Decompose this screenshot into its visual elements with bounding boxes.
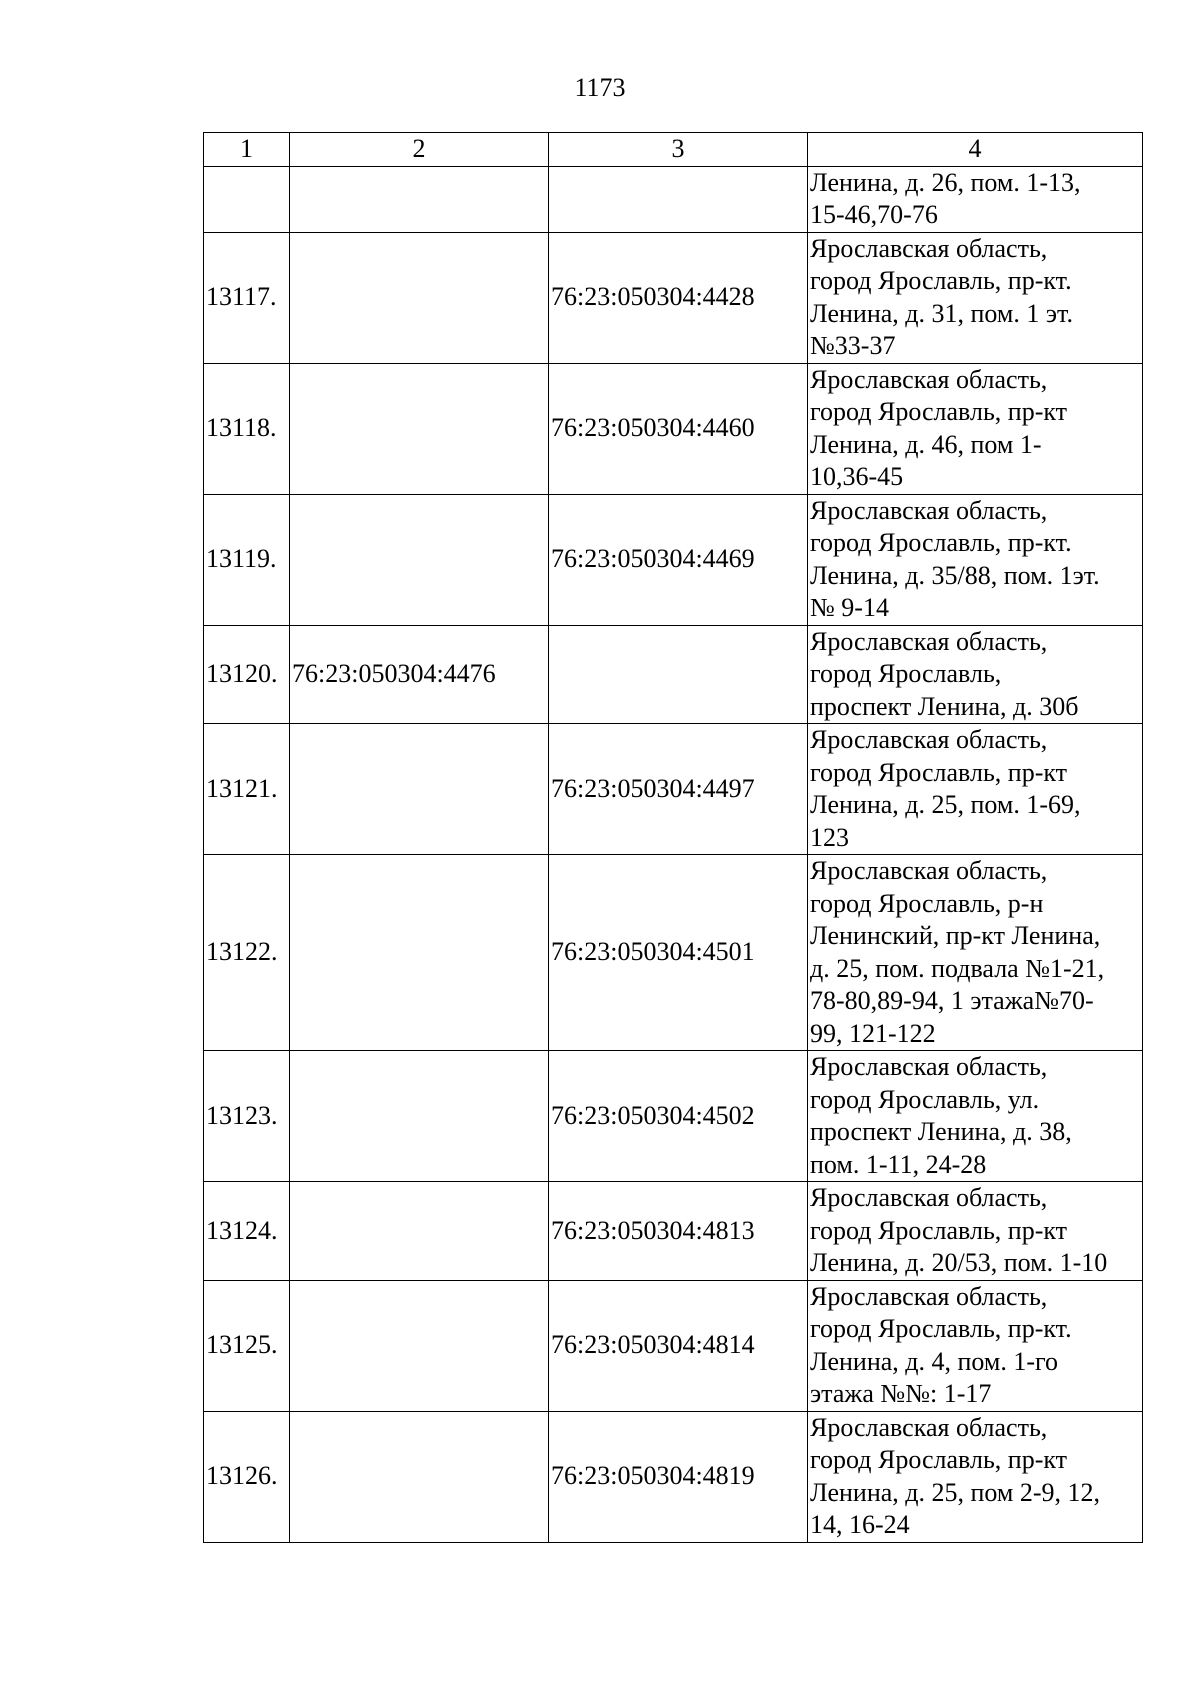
- cadastral-number-cell-2: [290, 855, 549, 1051]
- address-line: д. 25, пом. подвала №1-21,: [810, 953, 1105, 983]
- address-line: Ленина, д. 35/88, пом. 1эт.: [810, 560, 1100, 590]
- address-cell: [808, 724, 1143, 855]
- row-number-cell: 13123.: [204, 1051, 290, 1182]
- header-row: [204, 133, 1143, 167]
- page-number: 1173: [574, 73, 626, 102]
- address-line: №33-37: [810, 331, 896, 360]
- address-line: Ленина, д. 31, пом. 1 эт.: [810, 298, 1073, 328]
- address-line: город Ярославль, пр-кт.: [810, 266, 1072, 295]
- address-cell: [808, 1411, 1143, 1542]
- address-line: Ленина, д. 4, пом. 1-го: [810, 1346, 1059, 1376]
- cadastral-number-cell-2: [290, 363, 549, 494]
- cadastral-number-cell-2: [290, 494, 549, 625]
- cadastral-number-cell-3: 76:23:050304:4501: [549, 855, 808, 1051]
- address-line: Ярославская область,: [810, 495, 1048, 525]
- address-line: Ярославская область,: [810, 364, 1048, 394]
- row-number-cell: 13120.: [204, 625, 290, 724]
- table-row: [204, 232, 1143, 363]
- address-line: Ярославская область,: [810, 1412, 1048, 1442]
- header-cell-2: 2: [290, 133, 549, 167]
- cadastral-number-cell-3: 76:23:050304:4813: [549, 1182, 808, 1281]
- address-line: пом. 1-11, 24-28: [810, 1149, 987, 1179]
- registry-table: [203, 132, 1143, 1543]
- address-cell: [808, 1182, 1143, 1281]
- address-line: город Ярославль, пр-кт: [810, 757, 1068, 787]
- address-line: Ленина, д. 25, пом 2-9, 12,: [810, 1477, 1101, 1507]
- cadastral-number-cell-3: 76:23:050304:4428: [549, 232, 808, 363]
- address-line: 14, 16-24: [810, 1510, 910, 1539]
- address-line: 10,36-45: [810, 462, 904, 491]
- cadastral-number-cell-3: 76:23:050304:4814: [549, 1280, 808, 1411]
- header-cell-3: 3: [549, 133, 808, 167]
- table-row: [204, 363, 1143, 494]
- address-line: Ярославская область,: [810, 1052, 1048, 1081]
- address-line: проспект Ленина, д. 38,: [810, 1117, 1072, 1146]
- cadastral-number-cell-2: 76:23:050304:4476: [290, 625, 549, 724]
- address-cell: [808, 363, 1143, 494]
- address-line: № 9-14: [810, 593, 889, 622]
- address-line: 99, 121-122: [810, 1018, 936, 1048]
- row-number-cell: 13126.: [204, 1411, 290, 1542]
- address-line: 78-80,89-94, 1 этажа№70-: [810, 986, 1094, 1015]
- address-line: Ярославская область,: [810, 856, 1048, 885]
- cadastral-number-cell-2: [290, 166, 549, 232]
- address-line: Ярославская область,: [810, 1281, 1048, 1311]
- address-line: город Ярославль, пр-кт: [810, 1445, 1068, 1474]
- address-cell: [808, 1051, 1143, 1182]
- address-cell: [808, 625, 1143, 724]
- address-line: город Ярославль, пр-кт: [810, 397, 1068, 426]
- table-row: [204, 166, 1143, 232]
- row-number-cell: 13125.: [204, 1280, 290, 1411]
- table-row: [204, 494, 1143, 625]
- address-cell: [808, 855, 1143, 1051]
- address-line: Ленинский, пр-кт Ленина,: [810, 921, 1101, 950]
- cadastral-number-cell-2: [290, 232, 549, 363]
- address-line: Ярославская область,: [810, 233, 1048, 263]
- row-number-cell: 13121.: [204, 724, 290, 855]
- table-row: [204, 1182, 1143, 1281]
- address-line: Ленина, д. 46, пом 1-: [810, 429, 1042, 459]
- row-number-cell: 13124.: [204, 1182, 290, 1281]
- row-number-cell: 13118.: [204, 363, 290, 494]
- cadastral-number-cell-3: 76:23:050304:4460: [549, 363, 808, 494]
- row-number-cell: [204, 166, 290, 232]
- address-line: Ленина, д. 20/53, пом. 1-10: [810, 1248, 1108, 1277]
- address-line: Ленина, д. 25, пом. 1-69,: [810, 790, 1081, 819]
- address-line: 123: [810, 822, 849, 852]
- cadastral-number-cell-3: [549, 625, 808, 724]
- address-line: город Ярославль, пр-кт.: [810, 1314, 1072, 1343]
- cadastral-number-cell-3: [549, 166, 808, 232]
- row-number-cell: 13117.: [204, 232, 290, 363]
- cadastral-number-cell-2: [290, 1051, 549, 1182]
- table-row: [204, 625, 1143, 724]
- address-line: этажа №№: 1-17: [810, 1379, 992, 1408]
- address-line: город Ярославль, пр-кт: [810, 1215, 1068, 1245]
- table-row: [204, 1051, 1143, 1182]
- cadastral-number-cell-2: [290, 1411, 549, 1542]
- address-cell: [808, 494, 1143, 625]
- address-line: 15-46,70-76: [810, 200, 938, 229]
- row-number-cell: 13122.: [204, 855, 290, 1051]
- address-line: Ярославская область,: [810, 626, 1048, 656]
- table-row: [204, 1411, 1143, 1542]
- address-line: Ленина, д. 26, пом. 1-13,: [810, 167, 1081, 197]
- table-body: [204, 166, 1143, 1542]
- address-line: город Ярославль, пр-кт.: [810, 528, 1072, 557]
- address-line: Ярославская область,: [810, 1183, 1048, 1212]
- cadastral-number-cell-3: 76:23:050304:4497: [549, 724, 808, 855]
- cadastral-number-cell-3: 76:23:050304:4819: [549, 1411, 808, 1542]
- cadastral-number-cell-3: 76:23:050304:4469: [549, 494, 808, 625]
- address-line: проспект Ленина, д. 30б: [810, 691, 1079, 721]
- address-line: город Ярославль, ул.: [810, 1084, 1040, 1114]
- cadastral-number-cell-2: [290, 1182, 549, 1281]
- table-row: [204, 855, 1143, 1051]
- cadastral-number-cell-2: [290, 1280, 549, 1411]
- address-cell: [808, 166, 1143, 232]
- cadastral-number-cell-2: [290, 724, 549, 855]
- address-line: город Ярославль, р-н: [810, 888, 1044, 918]
- address-line: Ярославская область,: [810, 725, 1048, 754]
- cadastral-number-cell-3: 76:23:050304:4502: [549, 1051, 808, 1182]
- address-cell: [808, 1280, 1143, 1411]
- table-row: [204, 1280, 1143, 1411]
- header-cell-1: 1: [204, 133, 290, 167]
- address-line: город Ярославль,: [810, 659, 1002, 688]
- header-cell-4: 4: [808, 133, 1143, 167]
- address-cell: [808, 232, 1143, 363]
- row-number-cell: 13119.: [204, 494, 290, 625]
- table-row: [204, 724, 1143, 855]
